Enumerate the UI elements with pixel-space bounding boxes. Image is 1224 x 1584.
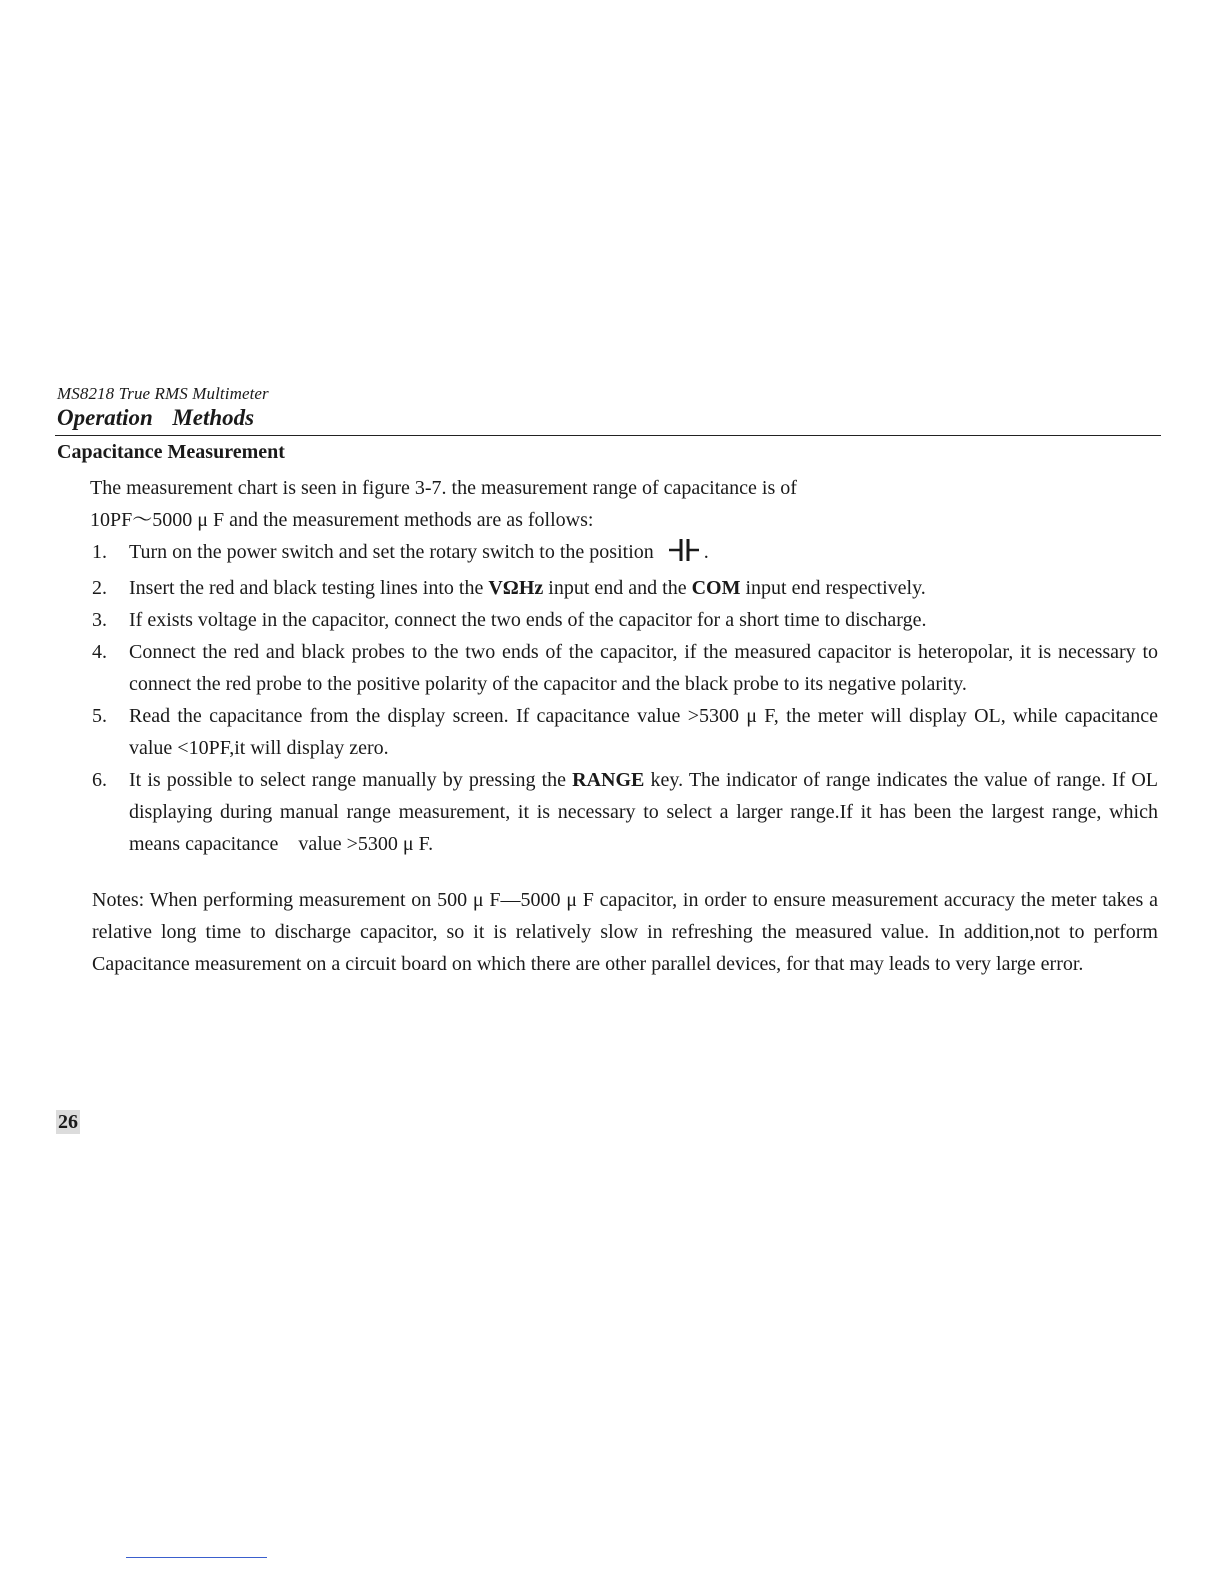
step-text: Turn on the power switch and set the rotary switch to the position — [129, 541, 654, 563]
step-number: 4. — [92, 641, 107, 663]
page-number: 26 — [58, 1111, 78, 1133]
section-title: Operation Methods — [57, 405, 255, 430]
steps-list — [92, 536, 1163, 860]
step-number: 2. — [92, 577, 107, 599]
range-key-label: RANGE — [572, 769, 645, 791]
subheading: Capacitance Measurement — [57, 441, 285, 463]
running-header: MS8218 True RMS Multimeter — [57, 384, 269, 403]
capacitor-icon — [669, 538, 699, 572]
intro-line-1: The measurement chart is seen in figure 3-7. the measurement range of capacitance is of — [90, 477, 797, 499]
list-item — [92, 536, 1158, 572]
step-text: Insert the red and black testing lines into the — [129, 577, 489, 599]
step-text-end: . — [703, 541, 709, 563]
step-text: input end respectively. — [740, 577, 926, 599]
step-text: input end and the — [543, 577, 692, 599]
terminal-label-vohz: VΩHz — [488, 577, 544, 599]
step-text: It is possible to select range manually by pressing the — [129, 769, 573, 791]
notes-paragraph: Notes: When performing measurement on 500 μ F—5000 μ F capacitor, in order to ensure measurement accuracy the meter takes a relative long time to discharge capacitor, so it is relatively slow in refreshing the measured value. In addition,not to perform Capacitance measurement on a circuit board on which there are other parallel devices, for that may leads to very large error. — [92, 889, 1158, 975]
terminal-label-com: COM — [691, 577, 741, 599]
footer-link-underline — [126, 1557, 267, 1558]
step-number: 5. — [92, 705, 107, 727]
step-text: Read the capacitance from the display screen. If capacitance value >5300 μ F, the meter will display OL, while capacitance value <10PF,it will display zero. — [129, 705, 1158, 759]
list-item — [92, 604, 1158, 636]
step-text: key. The indicator of range indicates the value of range. If OL displaying during manual range measurement, it is necessary to select a larger range.If it has been the largest range, which means capacitance value >5300 μ F. — [129, 769, 1163, 855]
list-item — [92, 636, 1158, 700]
list-item — [92, 764, 1163, 860]
header-rule — [55, 435, 1161, 436]
list-item — [92, 572, 1158, 604]
intro-line-2: 10PF～5000 μ F and the measurement methods are as follows: — [90, 509, 594, 531]
step-number: 6. — [92, 769, 107, 791]
step-text: If exists voltage in the capacitor, connect the two ends of the capacitor for a short time to discharge. — [129, 609, 927, 631]
step-number: 3. — [92, 609, 107, 631]
step-text: Connect the red and black probes to the two ends of the capacitor, if the measured capacitor is heteropolar, it is necessary to connect the red probe to the positive polarity of the capacitor and the black probe to its negative polarity. — [129, 641, 1158, 695]
list-item — [92, 700, 1158, 764]
step-number: 1. — [92, 541, 107, 563]
intro-paragraph — [90, 472, 1160, 536]
